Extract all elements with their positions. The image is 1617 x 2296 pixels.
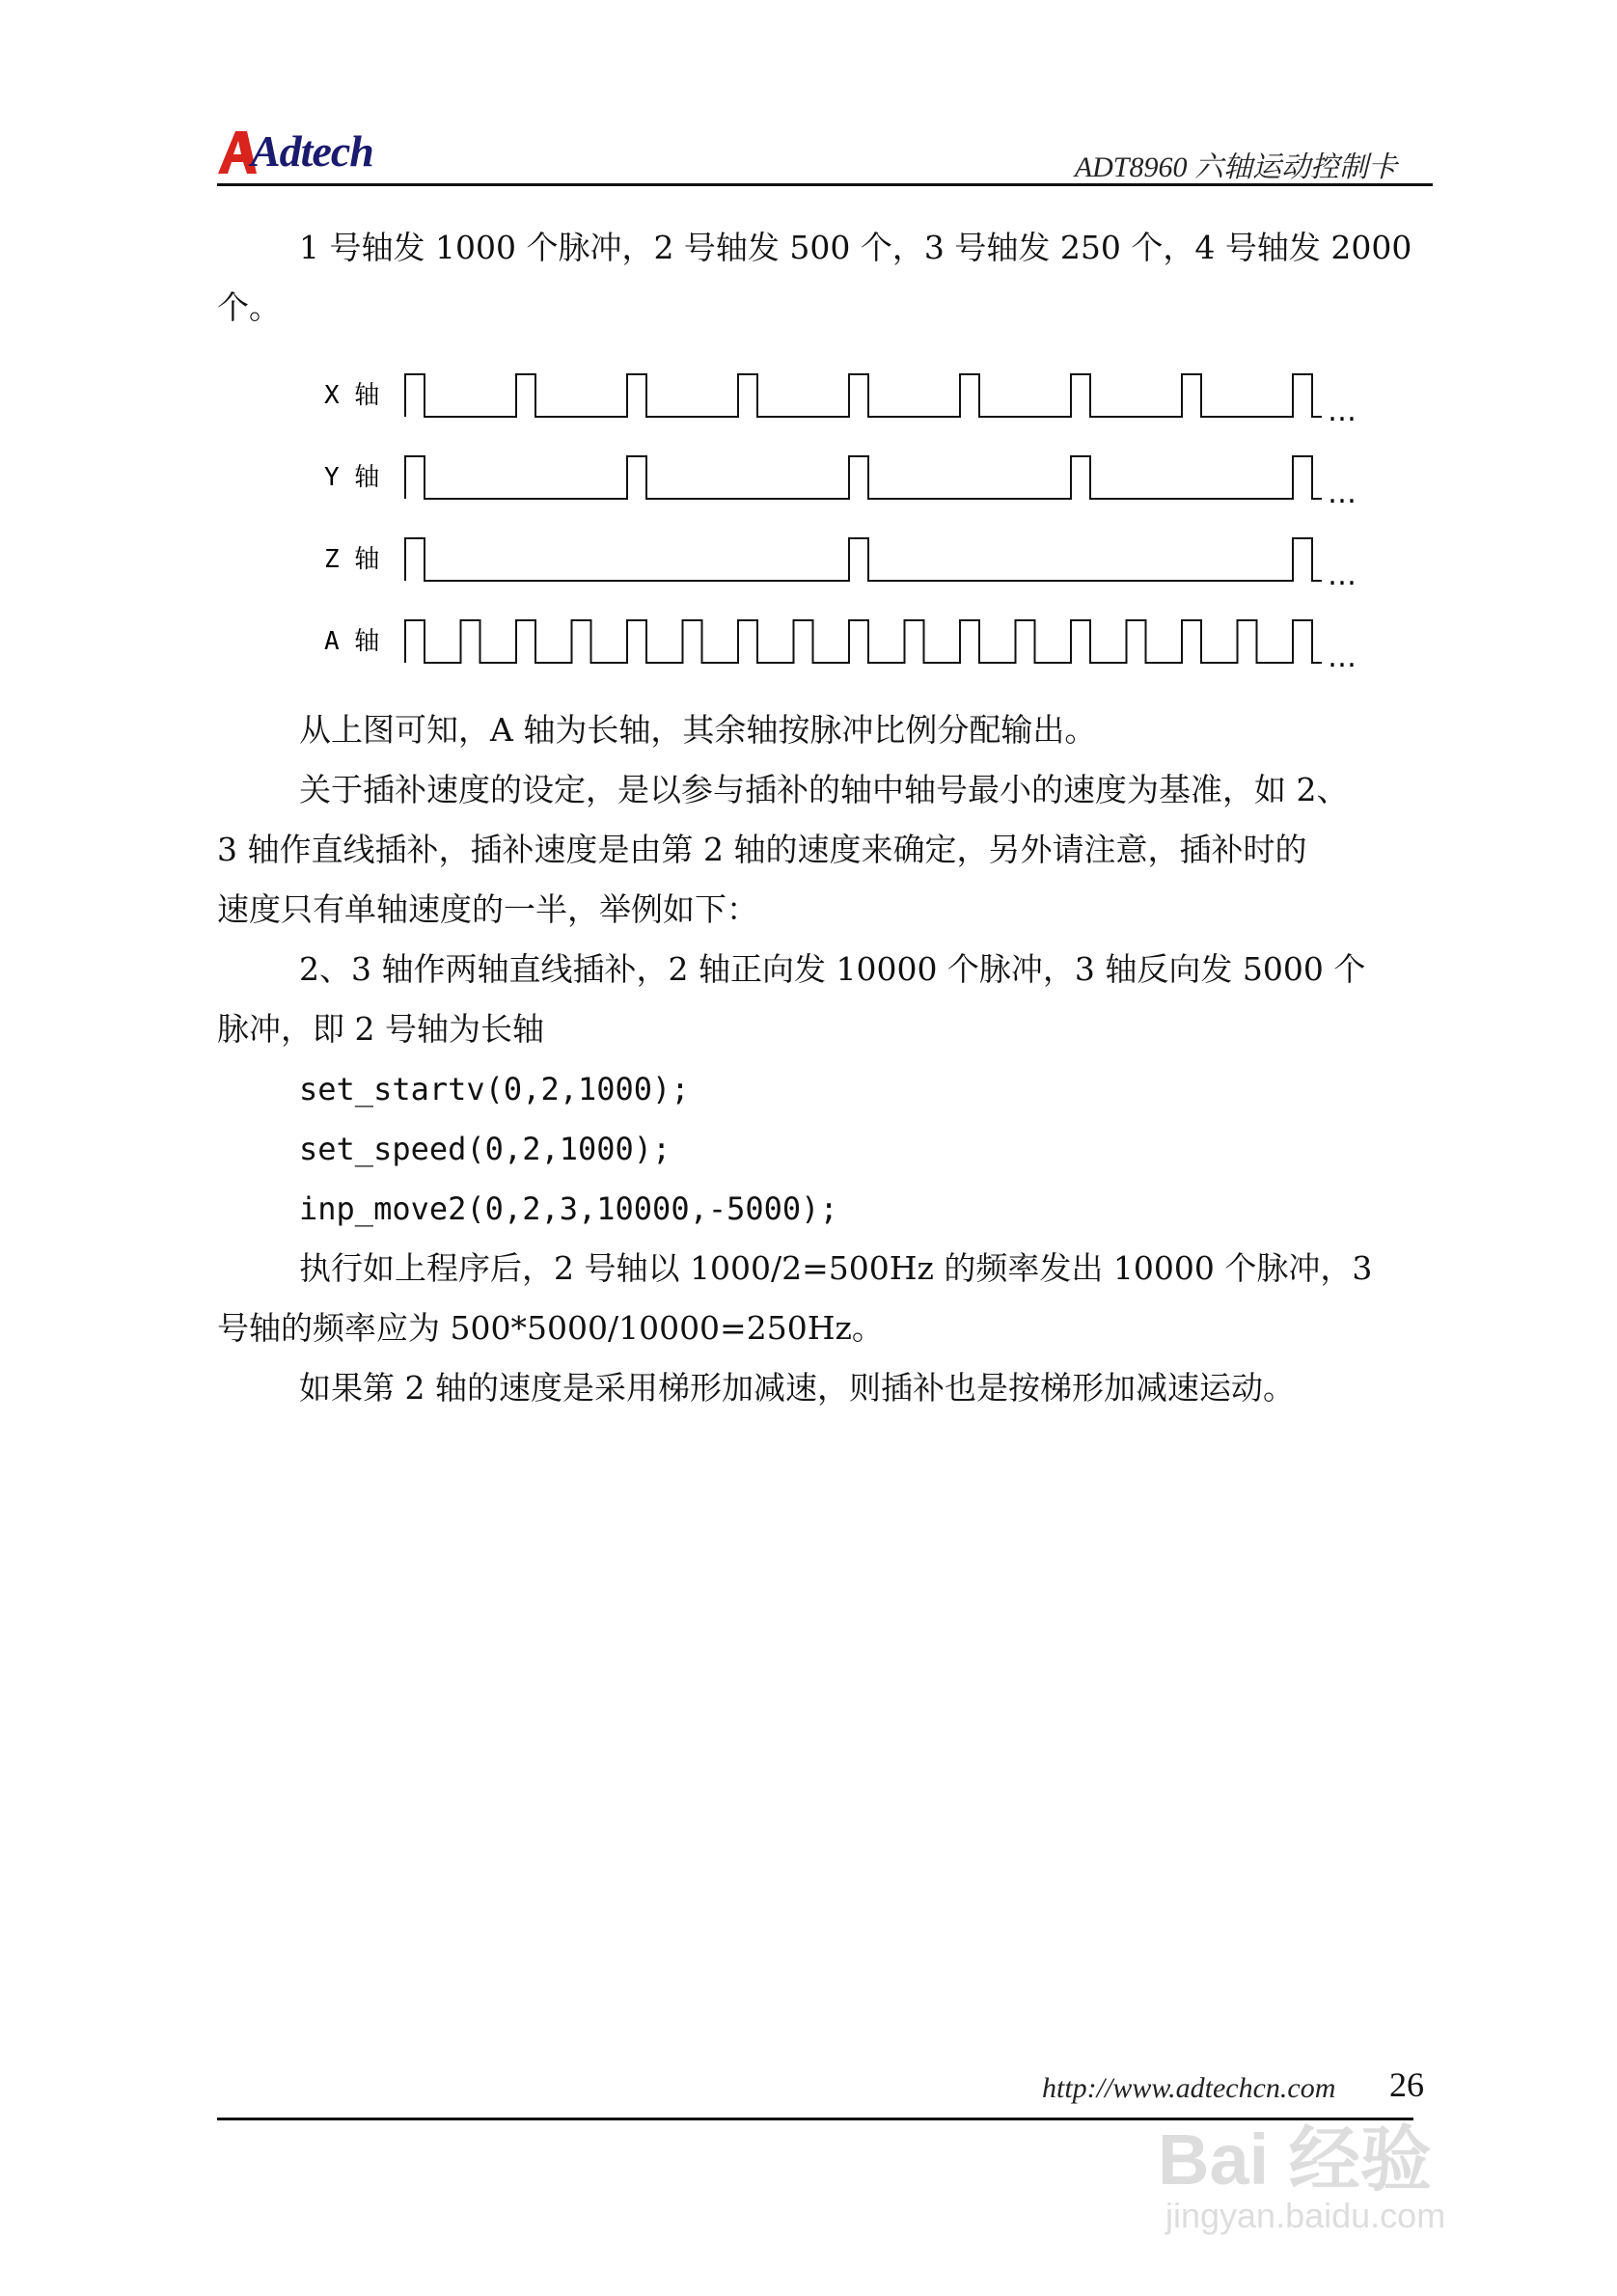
axis-label: X 轴 (324, 381, 380, 410)
speed-line-3: 速度只有单轴速度的一半，举例如下： (217, 890, 758, 928)
code-line-3: inp_move2(0,2,3,10000,-5000); (299, 1190, 838, 1227)
adtech-logo (214, 123, 373, 181)
baidu-jingyan-watermark (1158, 2103, 1544, 2257)
example-line-2: 脉冲，即 2 号轴为长轴 (217, 1010, 544, 1048)
pulse-waveform (405, 456, 1322, 499)
continuation-ellipsis: … (1328, 395, 1357, 428)
header-title: ADT8960 六轴运动控制卡 (1074, 151, 1397, 183)
continuation-ellipsis: … (1328, 559, 1357, 592)
code-line-1: set_startv(0,2,1000); (299, 1071, 690, 1107)
axis-label: A 轴 (324, 627, 380, 656)
intro-line-2: 个。 (217, 288, 281, 326)
example-line-1: 2、3 轴作两轴直线插补，2 轴正向发 10000 个脉冲，3 轴反向发 5000 个 (299, 950, 1366, 988)
trapezoid-line: 如果第 2 轴的速度是采用梯形加减速，则插补也是按梯形加减速运动。 (299, 1369, 1295, 1407)
pulse-waveform (405, 374, 1322, 417)
axis-label: Y 轴 (324, 463, 380, 492)
result-line-1: 执行如上程序后，2 号轴以 1000/2=500Hz 的频率发出 10000 个脉冲，3 (299, 1249, 1373, 1287)
pulse-timing-diagram (309, 357, 1389, 675)
logo-text: Adtech (251, 126, 373, 176)
pulse-diagram-svg (309, 357, 1389, 675)
header-divider (217, 183, 1433, 186)
continuation-ellipsis: … (1328, 641, 1357, 674)
pulse-waveform (405, 620, 1322, 663)
watermark-sub-text: jingyan.baidu.com (1165, 2196, 1446, 2235)
speed-line-1: 关于插补速度的设定，是以参与插补的轴中轴号最小的速度为基准，如 2、 (299, 771, 1349, 808)
speed-line-2: 3 轴作直线插补，插补速度是由第 2 轴的速度来确定，另外请注意，插补时的 (217, 831, 1307, 868)
code-line-2: set_speed(0,2,1000); (299, 1131, 671, 1167)
after-diagram-text: 从上图可知，A 轴为长轴，其余轴按脉冲比例分配输出。 (299, 711, 1097, 749)
axis-label: Z 轴 (324, 545, 380, 574)
watermark-main-text: Bai 经验 (1158, 2119, 1432, 2200)
footer-url-link[interactable]: http://www.adtechcn.com (1042, 2072, 1336, 2104)
result-line-2: 号轴的频率应为 500*5000/10000=250Hz。 (217, 1309, 884, 1347)
page-number: 26 (1389, 2065, 1424, 2104)
continuation-ellipsis: … (1328, 477, 1357, 510)
pulse-waveform (405, 538, 1322, 581)
intro-line-1: 1 号轴发 1000 个脉冲，2 号轴发 500 个，3 号轴发 250 个，4 号轴发 2000 (299, 229, 1412, 266)
